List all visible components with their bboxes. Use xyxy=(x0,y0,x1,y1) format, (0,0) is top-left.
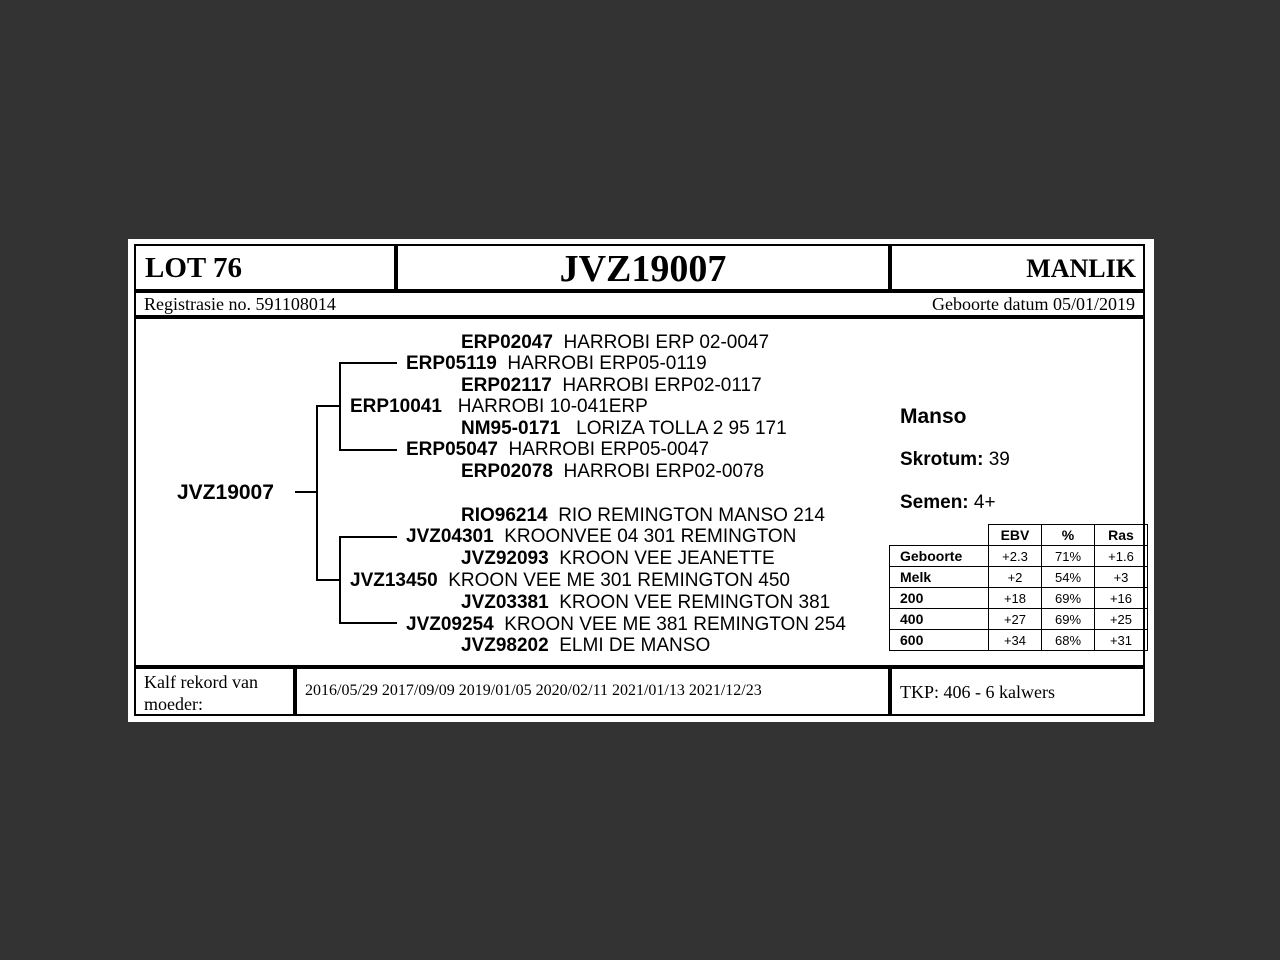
ebv-value: +2.3 xyxy=(989,546,1042,567)
ebv-pct: 71% xyxy=(1042,546,1095,567)
pedigree-subject: JVZ19007 xyxy=(177,481,274,504)
pedigree-dam-sire-dam: JVZ92093 KROON VEE JEANETTE xyxy=(461,548,775,569)
pedigree-sire-sire-sire: ERP02047 HARROBI ERP 02-0047 xyxy=(461,332,770,353)
sire-dam-branch xyxy=(339,449,397,451)
pedigree-sire-sire-dam: ERP02117 HARROBI ERP02-0117 xyxy=(461,375,762,396)
tkp-cell xyxy=(890,667,1145,716)
subject-connector xyxy=(295,491,317,493)
sex-label: MANLIK xyxy=(1026,254,1136,283)
ebv-pct: 68% xyxy=(1042,630,1095,651)
animal-name: Manso xyxy=(900,405,967,428)
lot-cell xyxy=(134,244,396,291)
ebv-value: +34 xyxy=(989,630,1042,651)
pedigree-sire-dam-dam: ERP02078 HARROBI ERP02-0078 xyxy=(461,461,765,482)
dam-sire-branch xyxy=(339,536,397,538)
calf-dates-cell xyxy=(295,667,890,716)
ebv-row-label: 600 xyxy=(890,630,989,651)
dam-branch xyxy=(316,579,340,581)
ebv-row-label: Melk xyxy=(890,567,989,588)
pedigree-sire: ERP10041 HARROBI 10-041ERP xyxy=(350,396,648,417)
pedigree-dam-sire-sire: RIO96214 RIO REMINGTON MANSO 214 xyxy=(461,505,825,526)
ebv-header-pct: % xyxy=(1042,525,1095,546)
calf-record-dates: 2016/05/29 2017/09/09 2019/01/05 2020/02/11 2021/01/13 2021/12/23 xyxy=(305,682,762,699)
ebv-ras: +3 xyxy=(1095,567,1148,588)
pedigree-dam: JVZ13450 KROON VEE ME 301 REMINGTON 450 xyxy=(350,570,790,591)
ebv-value: +2 xyxy=(989,567,1042,588)
calf-record-label xyxy=(144,671,258,715)
sire-sire-branch xyxy=(339,362,397,364)
animal-id: JVZ19007 xyxy=(559,248,727,290)
ebv-row-label: 200 xyxy=(890,588,989,609)
pedigree-dam-dam-dam: JVZ98202 ELMI DE MANSO xyxy=(461,635,711,656)
calf-label-cell xyxy=(134,667,295,716)
tkp-value: TKP: 406 - 6 kalwers xyxy=(900,682,1055,702)
ebv-pct: 69% xyxy=(1042,588,1095,609)
ebv-ras: +16 xyxy=(1095,588,1148,609)
registration-row xyxy=(134,291,1145,317)
table-row xyxy=(890,567,1148,588)
ebv-ras: +31 xyxy=(1095,630,1148,651)
pedigree-sire-sire: ERP05119 HARROBI ERP05-0119 xyxy=(406,353,707,374)
table-row xyxy=(890,588,1148,609)
registration-number: Registrasie no. 591108014 xyxy=(144,294,336,314)
table-row xyxy=(890,609,1148,630)
sire-branch xyxy=(316,405,340,407)
pedigree-dam-sire: JVZ04301 KROONVEE 04 301 REMINGTON xyxy=(406,526,797,547)
ebv-pct: 69% xyxy=(1042,609,1095,630)
dam-dam-branch xyxy=(339,622,397,624)
skrotum-info: Skrotum: 39 xyxy=(900,449,1010,470)
calf-record-label-line2: moeder: xyxy=(144,694,203,714)
main-vertical xyxy=(316,405,318,580)
ebv-table xyxy=(889,524,1148,651)
ebv-pct: 54% xyxy=(1042,567,1095,588)
table-row xyxy=(890,546,1148,567)
pedigree-dam-dam-sire: JVZ03381 KROON VEE REMINGTON 381 xyxy=(461,592,831,613)
ebv-header-ebv: EBV xyxy=(989,525,1042,546)
ebv-ras: +25 xyxy=(1095,609,1148,630)
ebv-ras: +1.6 xyxy=(1095,546,1148,567)
ebv-value: +18 xyxy=(989,588,1042,609)
ebv-header-blank xyxy=(890,525,989,546)
pedigree-sire-dam: ERP05047 HARROBI ERP05-0047 xyxy=(406,439,710,460)
lot-number: LOT 76 xyxy=(145,252,242,284)
lot-card xyxy=(128,239,1154,722)
sire-vertical xyxy=(339,362,341,450)
birth-date: Geboorte datum 05/01/2019 xyxy=(932,294,1135,314)
ebv-row-label: Geboorte xyxy=(890,546,989,567)
ebv-value: +27 xyxy=(989,609,1042,630)
sex-cell xyxy=(890,244,1145,291)
ebv-header-row xyxy=(890,525,1148,546)
ebv-row-label: 400 xyxy=(890,609,989,630)
pedigree-dam-dam: JVZ09254 KROON VEE ME 381 REMINGTON 254 xyxy=(406,614,846,635)
semen-info: Semen: 4+ xyxy=(900,492,996,513)
animal-id-cell xyxy=(396,244,890,291)
dam-vertical xyxy=(339,536,341,623)
ebv-header-ras: Ras xyxy=(1095,525,1148,546)
calf-record-label-line1: Kalf rekord van xyxy=(144,672,258,692)
pedigree-sire-dam-sire: NM95-0171 LORIZA TOLLA 2 95 171 xyxy=(461,418,787,439)
table-row xyxy=(890,630,1148,651)
